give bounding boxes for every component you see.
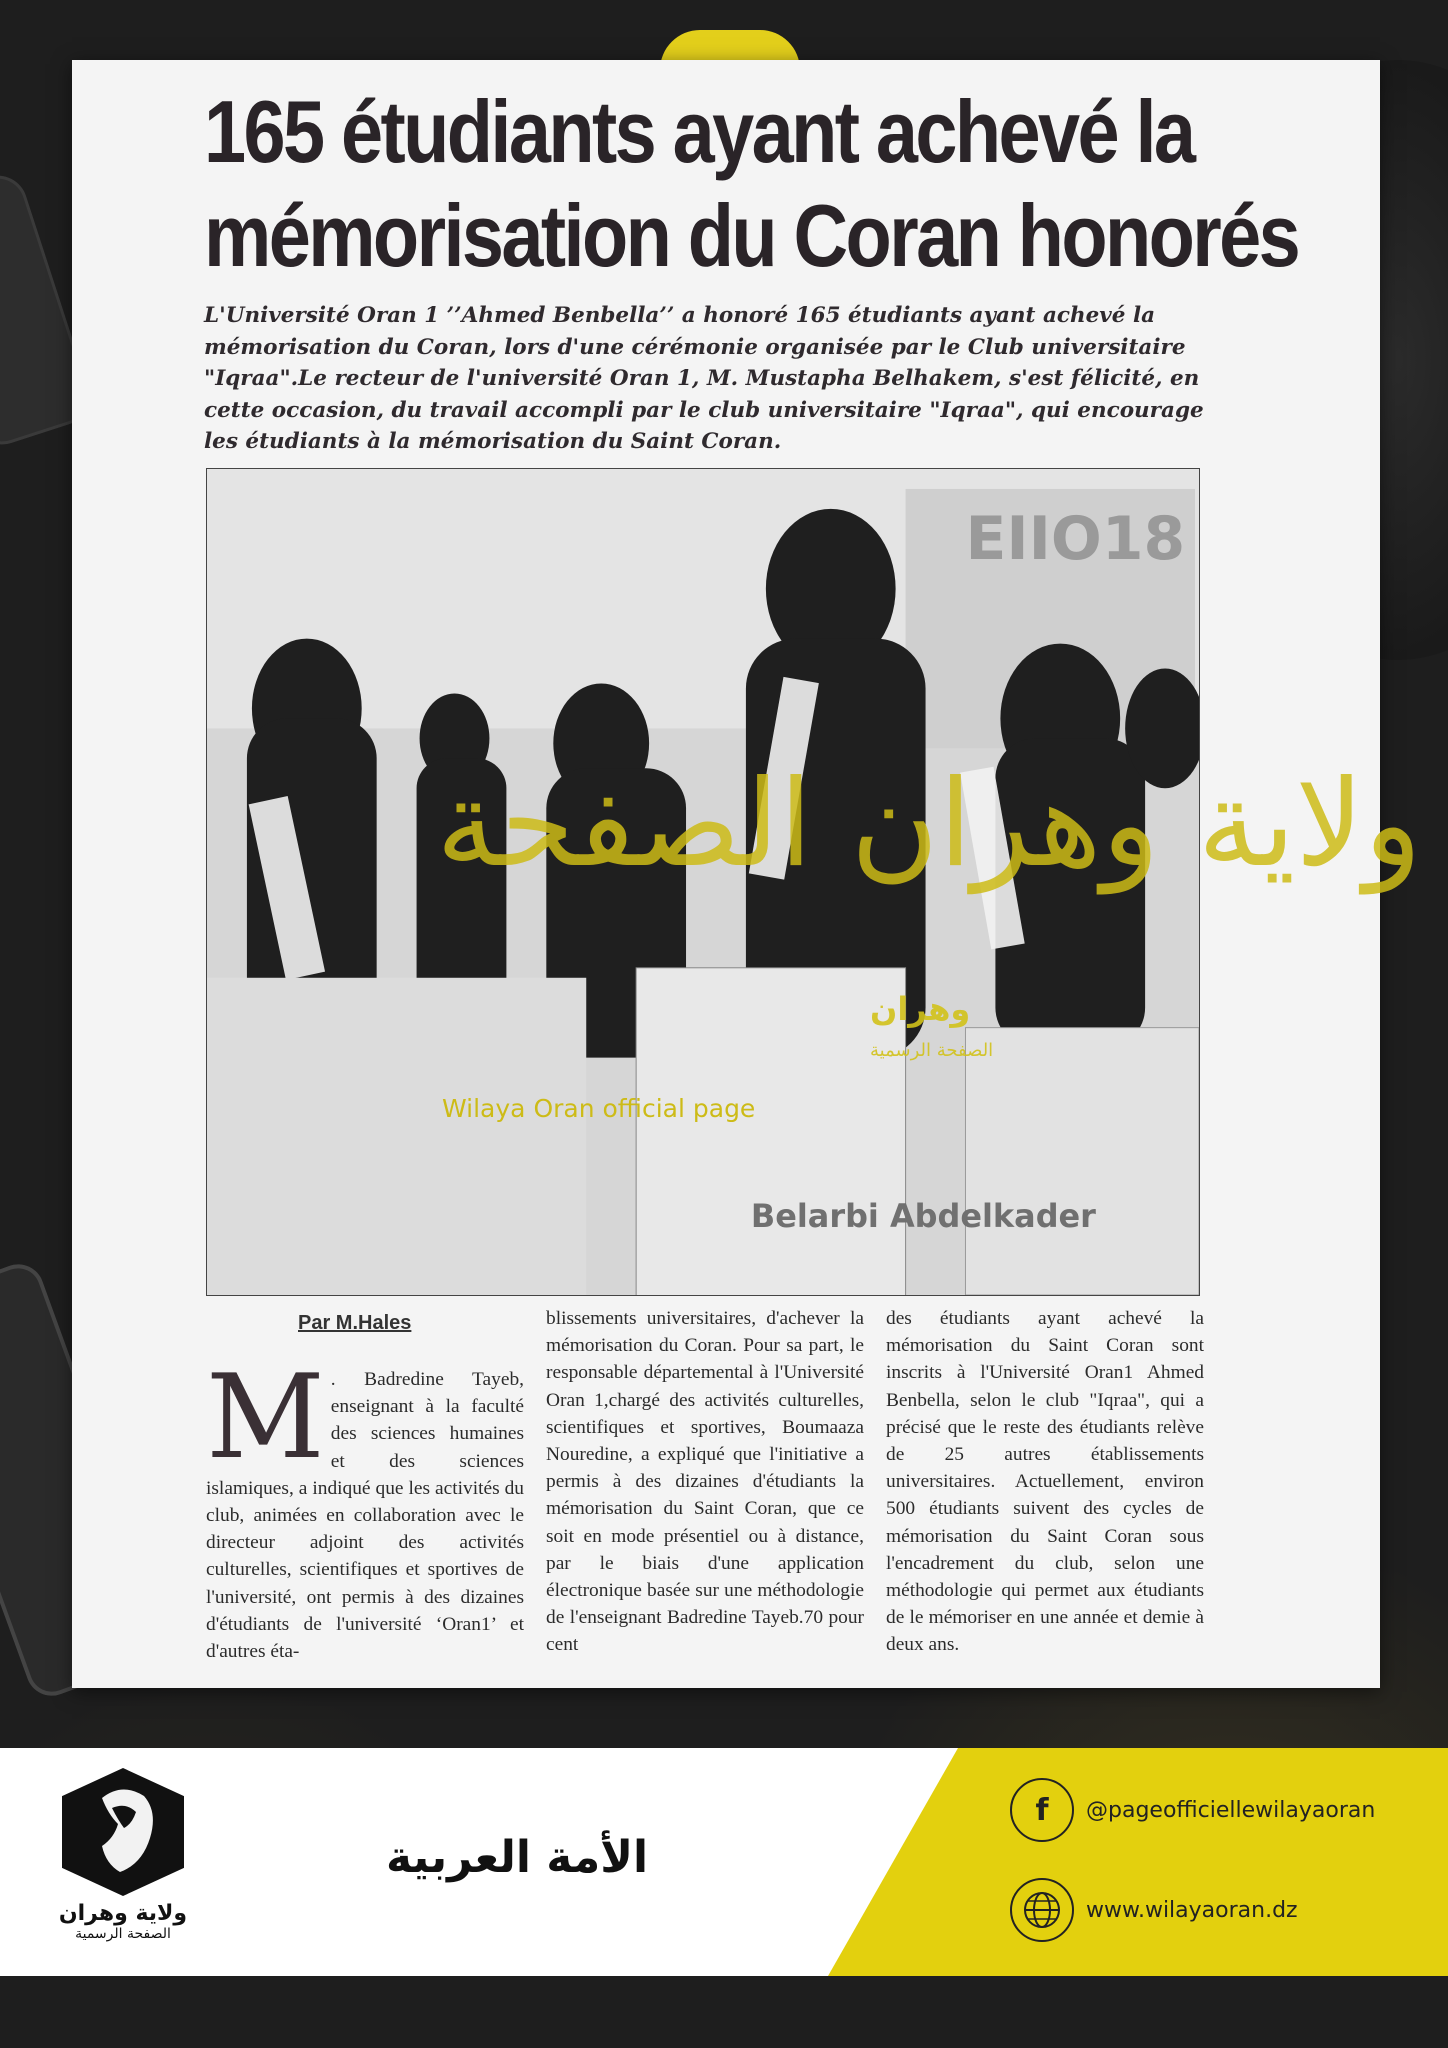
watermark-arabic: ولاية وهران الصفحة [436, 755, 1422, 894]
wilaya-oran-logo [58, 1768, 188, 1958]
watermark-english: Wilaya Oran official page [442, 1094, 756, 1123]
photo-sign-text: Belarbi Abdelkader [750, 1197, 1096, 1236]
svg-text:EIIO18: EIIO18 [965, 503, 1186, 574]
watermark-small-sub: الصفحة الرسمية [870, 1040, 994, 1061]
article-column-2: blissements universitaires, d'achever la mémorisation du Coran. Pour sa part, le responsable départemental à l'Université Oran 1,chargé des activités culturelles, scientifiques et sportives, Boumaaza Nouredine, a expliqué que l'initiative a permis à des dizaines d'étudiants la mémorisation du Saint Coran, que ce soit en mode présentiel ou à distance, par le biais d'une application électronique basée sur une méthodologie de l'enseignant Badredine Tayeb.70 pour cent [546, 1308, 864, 1656]
article-headline [204, 80, 1299, 288]
headline-line-2: mémorisation du Coran honorés [204, 186, 1299, 285]
globe-icon [1010, 1878, 1074, 1942]
article-column-1 [206, 1350, 524, 1665]
footer-banner [0, 1748, 1448, 1976]
facebook-handle[interactable]: @pageofficiellewilayaoran [1086, 1797, 1376, 1823]
logo-title: ولاية وهران [58, 1901, 188, 1926]
article-column-3: des étudiants ayant achevé la mémorisation du Saint Coran sont inscrits à l'Université Oran1 Ahmed Benbella, selon le club "Iqraa", qui a précisé que le reste des étudiants relève de 25 autres établissements universitaires. Actuellement, environ 500 étudiants suivent des cycles de mémorisation du Saint Coran sous l'encadrement du club, selon une méthodologie qui permet aux étudiants de le mémoriser en une année et demie à deux ans. [886, 1308, 1204, 1656]
article-lede: L'Université Oran 1 ’’Ahmed Benbella’’ a honoré 165 étudiants ayant achevé la mémorisation du Coran, lors d'une cérémonie organisée par le Club universitaire "Iqraa".Le recteur de l'université Oran 1, M. Mustapha Belhakem, s'est félicité, en cette occasion, du travail accompli par le club universitaire "Iqraa", qui encourage les étudiants à la mémorisation du Saint Coran. [204, 303, 1204, 454]
article-dropcap: M [206, 1350, 325, 1485]
facebook-contact[interactable] [1010, 1778, 1375, 1842]
website-contact[interactable] [1010, 1878, 1298, 1942]
logo-subtitle: الصفحة الرسمية [75, 1926, 171, 1942]
article-byline: Par M.Hales [298, 1312, 412, 1334]
facebook-icon: f [1010, 1778, 1074, 1842]
watermark-small-arabic: وهران [870, 990, 971, 1028]
column-1-text: . Badredine Tayeb, enseignant à la faculté des sciences humaines et des sciences islamiques, a indiqué que les activités du club, animées en collaboration avec le directeur adjoint des activités culturelles, scientifiques et sportives de l'université, ont permis à des dizaines d'étudiants de l'université ‘Oran1’ et d'autres éta- [206, 1369, 524, 1663]
website-link[interactable]: www.wilayaoran.dz [1086, 1897, 1298, 1923]
lion-emblem-icon [62, 1768, 184, 1896]
newspaper-name: الأمة العربية [386, 1832, 649, 1883]
bottom-strip [0, 1976, 1448, 2048]
headline-line-1: 165 étudiants ayant achevé la [204, 82, 1194, 181]
